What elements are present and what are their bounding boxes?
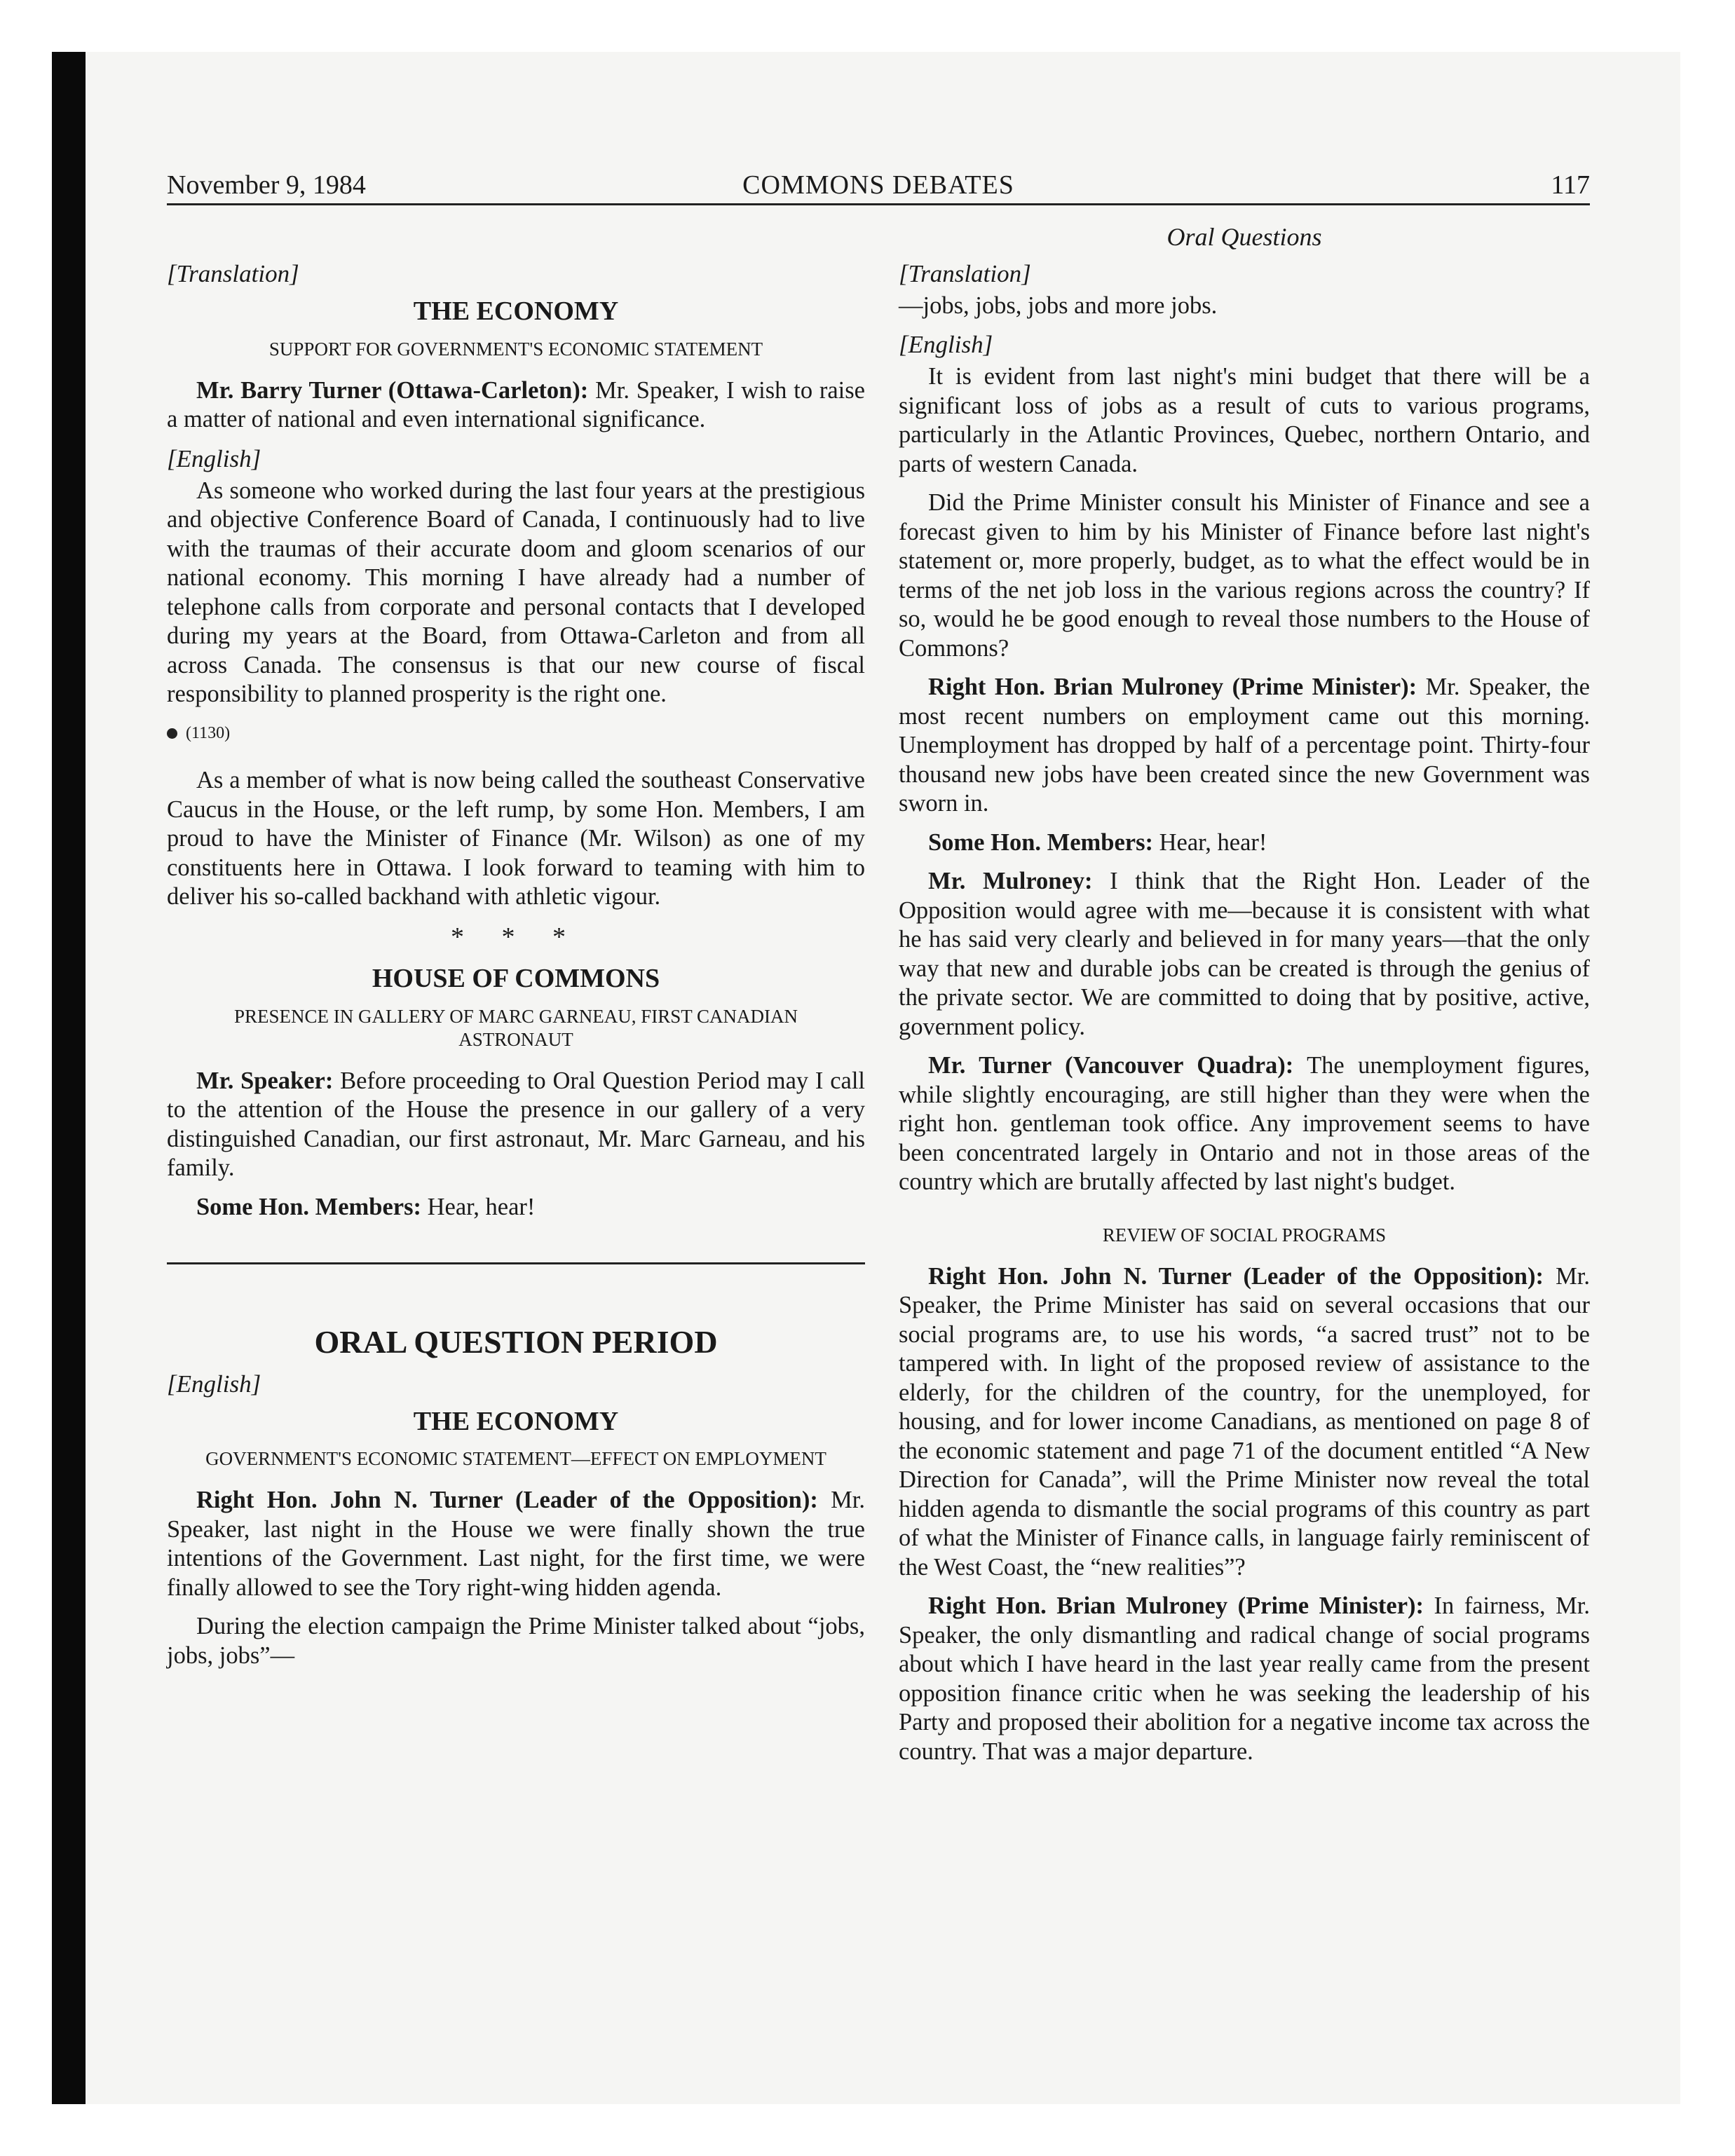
speech-text: Hear, hear! [1152, 828, 1267, 856]
speech-paragraph: It is evident from last night's mini budget that there will be a significant loss of jobs as a result of cuts to various programs, particularly in the Atlantic Provinces, Quebec, northern Ontario, and parts of western Canada. [899, 363, 1590, 477]
subsection-heading: SUPPORT FOR GOVERNMENT'S ECONOMIC STATEMENT [268, 338, 763, 360]
speaker-name: Right Hon. John N. Turner (Leader of the Opposition): [196, 1487, 818, 1513]
speech-paragraph [167, 1193, 865, 1222]
speaker-name: Some Hon. Members: [196, 1193, 421, 1220]
language-note: [English] [167, 1370, 261, 1398]
language-note: [Translation] [899, 259, 1031, 287]
speech-paragraph [899, 1592, 1590, 1766]
subsection-heading: PRESENCE IN GALLERY OF MARC GARNEAU, FIRST CANADIAN ASTRONAUT [233, 1005, 798, 1050]
speech-paragraph: During the election campaign the Prime Minister talked about “jobs, jobs, jobs”— [167, 1613, 865, 1669]
speaker-name: Mr. Speaker: [196, 1067, 334, 1094]
section-heading: THE ECONOMY [413, 1406, 619, 1436]
speaker-name: Right Hon. John N. Turner (Leader of the Opposition): [928, 1262, 1544, 1290]
speaker-name: Some Hon. Members: [928, 828, 1153, 856]
speech-paragraph: —jobs, jobs, jobs and more jobs. [899, 292, 1218, 319]
time-marker-text: (1130) [186, 723, 231, 742]
language-note: [English] [167, 444, 261, 472]
speech-text: Hear, hear! [421, 1193, 536, 1220]
subsection-heading: REVIEW OF SOCIAL PROGRAMS [1102, 1224, 1387, 1246]
speech-text: Mr. Speaker, the Prime Minister has said on several occasions that our social programs are, to use his words, “a sacred trust” not to be tampered with. In light of the proposed review of assistance to the elderly, for the children of the country, for the unemployed, for housing, and for lower income Canadians, as mentioned on page 8 of the economic statement and page 71 of the document entitled “A New Direction for Canada”, will the Prime Minister now reveal the total hidden agenda to dismantle the social programs of this country as part of what the Minister of Finance calls, in language fairly reminiscent of the West Coast, the “new realities”? [899, 1262, 1590, 1581]
major-heading: ORAL QUESTION PERIOD [314, 1324, 718, 1360]
speech-text: The unemployment figures, while slightly encouraging, are still higher than they were when the right hon. gentleman took office. Any improvement seems to have been concentrated largely in Ontario and not in those areas of the country which are brutally affected by last night's budget. [899, 1052, 1591, 1195]
header-date: November 9, 1984 [167, 170, 366, 200]
speaker-name: Right Hon. Brian Mulroney (Prime Minister): [928, 1592, 1424, 1619]
speech-paragraph [899, 1051, 1590, 1197]
section-heading: HOUSE OF COMMONS [372, 964, 660, 993]
speech-text: In fairness, Mr. Speaker, the only dismantling and radical change of social programs about which I have heard in the last year really came from the present opposition finance critic when he was seeking the leadership of his Party and proposed their abolition for a negative income tax across the country. That was a major departure. [899, 1592, 1590, 1765]
section-break: * * * [451, 922, 581, 952]
language-note: [Translation] [167, 260, 299, 287]
time-marker [167, 719, 865, 749]
speech-paragraph: As someone who worked during the last four years at the prestigious and objective Conference Board of Canada, I continuously had to live with the traumas of their accurate doom and gloom scenarios of our national economy. This morning I have already had a number of telephone calls from corporate and personal contacts that I developed during my years at the Board, from Ottawa-Carleton and from all across Canada. The consensus is that our new course of fiscal responsibility to planned prosperity is the right one. [167, 477, 865, 707]
running-head [167, 167, 1590, 205]
speaker-name: Mr. Turner (Vancouver Quadra): [928, 1052, 1294, 1079]
speech-paragraph [167, 1067, 865, 1183]
speech-text: Mr. Speaker, I wish to raise a matter of national and even international significance. [167, 376, 865, 432]
page-number: 117 [1551, 170, 1590, 200]
speech-text: I think that the Right Hon. Leader of the Opposition would agree with me—because it is consistent with what he has said very clearly and believed in for many years—that the only way that new and durable jobs can be created is through the genius of the private sector. We are committed to doing that by positive, active, government policy. [899, 868, 1590, 1040]
speaker-name: Right Hon. Brian Mulroney (Prime Minister): [928, 674, 1417, 700]
right-column [899, 223, 1590, 1776]
section-heading: THE ECONOMY [413, 296, 619, 326]
language-note: [English] [899, 331, 993, 358]
horizontal-rule [167, 1262, 865, 1264]
speech-paragraph [167, 376, 865, 435]
speech-paragraph [899, 828, 1590, 858]
left-column [167, 223, 865, 1680]
header-title: COMMONS DEBATES [742, 170, 1014, 200]
speech-paragraph [899, 673, 1590, 819]
speech-paragraph [899, 867, 1590, 1042]
speech-text: Mr. Speaker, the most recent numbers on employment came out this morning. Unemployment has dropped by half of a percentage point. Thirty-four thousand new jobs have been created since the new Government was sworn in. [899, 674, 1590, 817]
speech-paragraph: Did the Prime Minister consult his Minister of Finance and see a forecast given to him by his Minister of Finance before last night's statement or, more properly, budget, as to what the effect would be in terms of the net job loss in the various regions across the country? If so, would he be good enough to reveal those numbers to the House of Commons? [899, 489, 1590, 662]
subsection-heading: GOVERNMENT'S ECONOMIC STATEMENT—EFFECT ON EMPLOYMENT [205, 1448, 826, 1469]
speaker-name: Mr. Mulroney: [928, 868, 1093, 894]
speech-paragraph [167, 1486, 865, 1602]
speech-paragraph: As a member of what is now being called the southeast Conservative Caucus in the House, or the left rump, by some Hon. Members, I am proud to have the Minister of Finance (Mr. Wilson) as one of my constituents here in Ottawa. I look forward to teaming with him to deliver his so-called backhand with athletic vigour. [167, 767, 865, 910]
bullet-icon [167, 728, 177, 739]
speech-text: Before proceeding to Oral Question Period may I call to the attention of the House the presence in our gallery of a very distinguished Canadian, our first astronaut, Mr. Marc Garneau, and his family. [167, 1067, 865, 1181]
column-caption: Oral Questions [1166, 223, 1322, 251]
speech-text: Mr. Speaker, last night in the House we were finally shown the true intentions of the Government. Last night, for the first time, we were finally allowed to see the Tory right-wing hidden agenda. [167, 1487, 865, 1601]
speech-paragraph [899, 1262, 1590, 1583]
speaker-name: Mr. Barry Turner (Ottawa-Carleton): [196, 376, 589, 404]
scan-edge [52, 52, 86, 2104]
